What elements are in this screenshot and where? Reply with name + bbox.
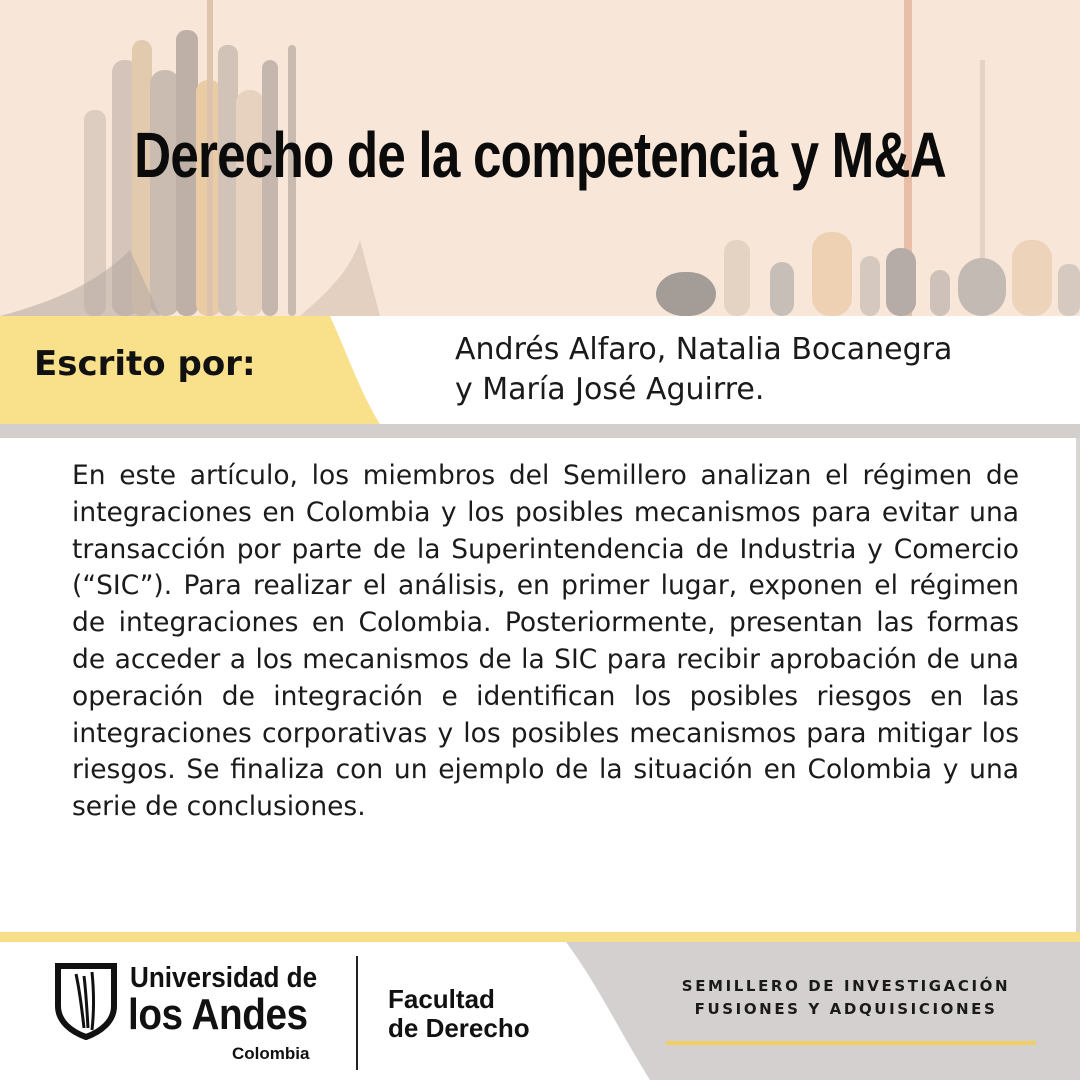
author-names [455, 330, 1055, 410]
faculty-line2: de Derecho [388, 1013, 530, 1043]
summary-text: En este artículo, los miembros del Semillero analizan el régimen de integraciones en Colombia y los posibles mecanismos para evitar una transacción por parte de la Superintendencia de Industria y Comercio (“SIC”). Para realizar el análisis, en primer lugar, exponen el régimen de integraciones en Colombia. Posteriormente, presentan las formas de acceder a los mecanismos de la SIC para recibir aprobación de una operación de integración e identifican los posibles riesgos en las integraciones corporativas y los posibles mecanismos para mitigar los riesgos. Se finaliza con un ejemplo de la situación en Colombia y una serie de conclusiones. [72, 460, 1019, 823]
hero-banner [0, 0, 1080, 316]
university-country: Colombia [232, 1044, 310, 1063]
semillero-line2: FUSIONES Y ADQUISICIONES [694, 1000, 998, 1018]
university-name-line2: los Andes [128, 990, 308, 1039]
page-title: Derecho de la competencia y M&A [134, 119, 946, 191]
semillero-line1: SEMILLERO DE INVESTIGACIÓN [681, 977, 1011, 995]
separator-yellow [0, 932, 1080, 942]
author-label: Escrito por: [34, 344, 256, 384]
faculty-line1: Facultad [388, 984, 495, 1014]
university-name-line1: Universidad de [130, 962, 318, 994]
author-names-line2: y María José Aguirre. [455, 372, 765, 407]
semillero-underline [666, 1041, 1036, 1045]
separator-gray [0, 424, 1080, 438]
footer-divider [356, 956, 358, 1070]
author-names-line1: Andrés Alfaro, Natalia Bocanegra [455, 332, 953, 367]
shield-crest-icon [54, 962, 118, 1040]
